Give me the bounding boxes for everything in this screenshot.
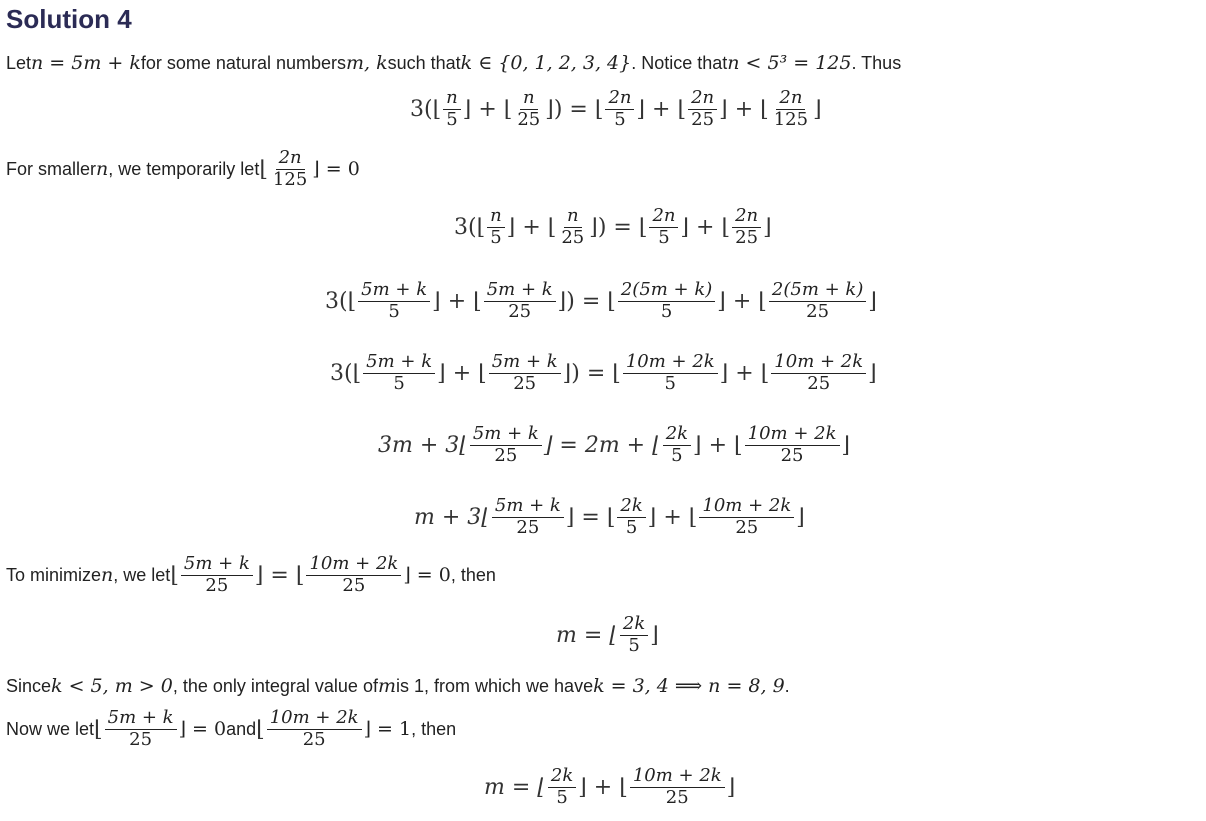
eq-text: ⌋ + ⌊ xyxy=(506,214,557,240)
eq-text: ⌋ + ⌊ xyxy=(719,360,770,386)
fraction xyxy=(630,766,725,808)
paragraph-smaller-n xyxy=(6,148,360,190)
denominator: 25 xyxy=(342,574,366,596)
fraction xyxy=(492,496,564,538)
fraction xyxy=(105,708,177,750)
numerator: 2n xyxy=(732,206,761,228)
numerator: 5m + k xyxy=(105,708,177,730)
text: , then xyxy=(450,564,496,585)
math-inline: m, k xyxy=(345,52,388,74)
denominator: 25 xyxy=(691,108,715,130)
floor-left: ⌊ xyxy=(94,716,103,742)
text: , then xyxy=(411,718,457,739)
fraction xyxy=(745,424,840,466)
fraction xyxy=(688,88,717,130)
math-inline: k < 5, m > 0 xyxy=(51,675,173,697)
denominator: 25 xyxy=(806,300,830,322)
eq-text: ⌋ + ⌊ xyxy=(636,96,687,122)
numerator: 10m + 2k xyxy=(771,352,866,374)
equation-6 xyxy=(414,496,805,538)
eq-text: ⌋) = ⌊ xyxy=(545,96,604,122)
denominator: 125 xyxy=(272,168,308,190)
eq-text: ⌋ xyxy=(813,96,822,122)
numerator: 2n xyxy=(276,148,305,170)
denominator: 25 xyxy=(508,300,532,322)
eq-text: m = ⌊ xyxy=(484,774,546,800)
paragraph-intro xyxy=(6,52,901,74)
eq-text: ⌋ xyxy=(868,360,877,386)
text: Let xyxy=(6,52,32,73)
fraction xyxy=(558,206,587,248)
text: Since xyxy=(6,675,52,696)
fraction xyxy=(623,352,718,394)
text: and xyxy=(226,718,257,739)
fraction xyxy=(470,424,542,466)
math-inline: ⌋ = 1 xyxy=(363,718,412,741)
floor-left: ⌊ xyxy=(259,156,268,182)
eq-text: ⌋) = ⌊ xyxy=(557,288,616,314)
paragraph-minimize xyxy=(6,554,496,596)
paragraph-since xyxy=(6,675,790,697)
numerator: 2k xyxy=(617,496,645,518)
text: , the only integral value of xyxy=(172,675,378,696)
math-inline: m xyxy=(377,675,396,697)
denominator: 25 xyxy=(807,372,831,394)
text: . Notice that xyxy=(631,52,728,73)
floor-left: ⌊ xyxy=(170,562,179,588)
eq-text: ⌋ xyxy=(841,432,851,458)
text: for some natural numbers xyxy=(140,52,346,73)
fraction xyxy=(306,554,401,596)
eq-text: ⌋ + ⌊ xyxy=(462,96,513,122)
fraction xyxy=(617,496,645,538)
denominator: 5 xyxy=(556,786,568,808)
numerator: 5m + k xyxy=(484,280,556,302)
denominator: 5 xyxy=(658,226,670,248)
fraction xyxy=(489,352,561,394)
math-inline: ⌋ = ⌊ xyxy=(254,562,305,588)
fraction xyxy=(181,554,253,596)
denominator: 25 xyxy=(302,728,326,750)
fraction xyxy=(618,280,715,322)
text: , we temporarily let xyxy=(108,158,260,179)
fraction xyxy=(484,280,556,322)
math-inline: n xyxy=(101,564,114,587)
text: . Thus xyxy=(851,52,902,73)
math-inline: ⌋ = 0 xyxy=(178,718,227,741)
text: . xyxy=(784,675,790,696)
fraction xyxy=(487,206,505,248)
eq-text: 3(⌊ xyxy=(330,360,362,386)
fraction xyxy=(769,280,866,322)
floor-left: ⌊ xyxy=(256,716,265,742)
denominator: 25 xyxy=(513,372,537,394)
numerator: 2k xyxy=(548,766,576,788)
text: , we let xyxy=(113,564,171,585)
denominator: 25 xyxy=(735,516,759,538)
denominator: 25 xyxy=(780,444,804,466)
math-inline: n = 5m + k xyxy=(31,52,141,74)
numerator: 2(5m + k) xyxy=(618,280,715,302)
eq-text: 3m + 3⌊ xyxy=(378,432,468,458)
eq-text: 3(⌊ xyxy=(325,288,357,314)
denominator: 5 xyxy=(664,372,676,394)
text: Now we let xyxy=(6,718,95,739)
numerator: 5m + k xyxy=(492,496,564,518)
math-inline: n < 5³ = 125 xyxy=(727,52,852,74)
denominator: 25 xyxy=(516,516,540,538)
fraction xyxy=(699,496,794,538)
numerator: 2n xyxy=(688,88,717,110)
numerator: 2(5m + k) xyxy=(769,280,866,302)
equation-1 xyxy=(410,88,822,130)
denominator: 25 xyxy=(665,786,689,808)
fraction xyxy=(663,424,691,466)
numerator: 10m + 2k xyxy=(699,496,794,518)
equation-5 xyxy=(378,424,850,466)
eq-text: ⌋ + ⌊ xyxy=(437,360,487,386)
eq-text: ⌋ + ⌊ xyxy=(647,504,698,530)
numerator: n xyxy=(443,88,461,110)
eq-text: ⌋ = 2m + ⌊ xyxy=(543,432,661,458)
fraction xyxy=(548,766,576,808)
fraction xyxy=(620,614,648,656)
eq-text: m + 3⌊ xyxy=(414,504,490,530)
denominator: 5 xyxy=(614,108,626,130)
numerator: 10m + 2k xyxy=(745,424,840,446)
fraction xyxy=(605,88,634,130)
eq-text: ⌋) = ⌊ xyxy=(589,214,648,240)
eq-text: ⌋ xyxy=(726,774,736,800)
denominator: 5 xyxy=(393,372,405,394)
eq-text: ⌋ + ⌊ xyxy=(432,288,482,314)
fraction xyxy=(270,148,310,190)
math-inline: k ∈ {0, 1, 2, 3, 4} xyxy=(460,52,632,74)
numerator: 5m + k xyxy=(358,280,430,302)
eq-text: m = ⌊ xyxy=(556,622,618,648)
denominator: 25 xyxy=(735,226,759,248)
math-inline: n xyxy=(96,158,109,181)
fraction xyxy=(267,708,362,750)
math-inline: ⌋ = 0 xyxy=(312,158,360,181)
eq-text: ⌋ xyxy=(763,214,772,240)
numerator: n xyxy=(487,206,505,228)
equation-7 xyxy=(556,614,659,656)
eq-text: ⌋ xyxy=(796,504,805,530)
denominator: 125 xyxy=(773,108,809,130)
denominator: 5 xyxy=(625,516,638,538)
numerator: 5m + k xyxy=(181,554,253,576)
fraction xyxy=(771,352,866,394)
eq-text: ⌋ = ⌊ xyxy=(565,504,616,530)
denominator: 5 xyxy=(628,634,640,656)
denominator: 5 xyxy=(490,226,502,248)
eq-text: 3(⌊ xyxy=(410,96,442,122)
eq-text: ⌋ + ⌊ xyxy=(693,432,743,458)
denominator: 25 xyxy=(561,226,585,248)
eq-text: ⌋ + ⌊ xyxy=(717,288,767,314)
equation-4 xyxy=(330,352,877,394)
eq-text: 3(⌊ xyxy=(454,214,486,240)
text: To minimize xyxy=(6,564,102,585)
fraction xyxy=(732,206,761,248)
equation-8 xyxy=(484,766,735,808)
eq-text: ⌋ + ⌊ xyxy=(680,214,731,240)
denominator: 5 xyxy=(388,300,400,322)
fraction xyxy=(358,280,430,322)
eq-text: ⌋) = ⌊ xyxy=(562,360,621,386)
denominator: 25 xyxy=(205,574,229,596)
fraction xyxy=(443,88,461,130)
numerator: 10m + 2k xyxy=(267,708,362,730)
text: such that xyxy=(387,52,461,73)
equation-3 xyxy=(325,280,877,322)
text: is 1, from which we have xyxy=(396,675,594,696)
numerator: n xyxy=(564,206,582,228)
eq-text: ⌋ xyxy=(650,622,659,648)
fraction xyxy=(649,206,678,248)
numerator: 2k xyxy=(663,424,691,446)
equation-2 xyxy=(454,206,772,248)
solution-heading: Solution 4 xyxy=(6,4,132,34)
eq-text: ⌋ + ⌊ xyxy=(578,774,628,800)
eq-text: ⌋ + ⌊ xyxy=(719,96,769,122)
fraction xyxy=(363,352,435,394)
denominator: 25 xyxy=(517,108,541,130)
numerator: 2n xyxy=(605,88,634,110)
denominator: 5 xyxy=(446,108,458,130)
text: For smaller xyxy=(6,158,97,179)
fraction xyxy=(514,88,543,130)
denominator: 5 xyxy=(671,444,683,466)
eq-text: ⌋ xyxy=(868,288,877,314)
numerator: 5m + k xyxy=(363,352,435,374)
numerator: 2n xyxy=(649,206,678,228)
math-inline: ⌋ = 0 xyxy=(403,564,451,587)
math-inline: k = 3, 4 ⟹ n = 8, 9 xyxy=(593,675,785,697)
paragraph-now-we-let xyxy=(6,708,456,750)
numerator: 2n xyxy=(776,88,805,110)
numerator: n xyxy=(520,88,538,110)
denominator: 5 xyxy=(660,300,673,322)
numerator: 10m + 2k xyxy=(623,352,718,374)
numerator: 10m + 2k xyxy=(630,766,725,788)
numerator: 5m + k xyxy=(489,352,561,374)
numerator: 10m + 2k xyxy=(306,554,401,576)
numerator: 5m + k xyxy=(470,424,542,446)
fraction xyxy=(771,88,811,130)
numerator: 2k xyxy=(620,614,648,636)
denominator: 25 xyxy=(494,444,518,466)
denominator: 25 xyxy=(129,728,153,750)
